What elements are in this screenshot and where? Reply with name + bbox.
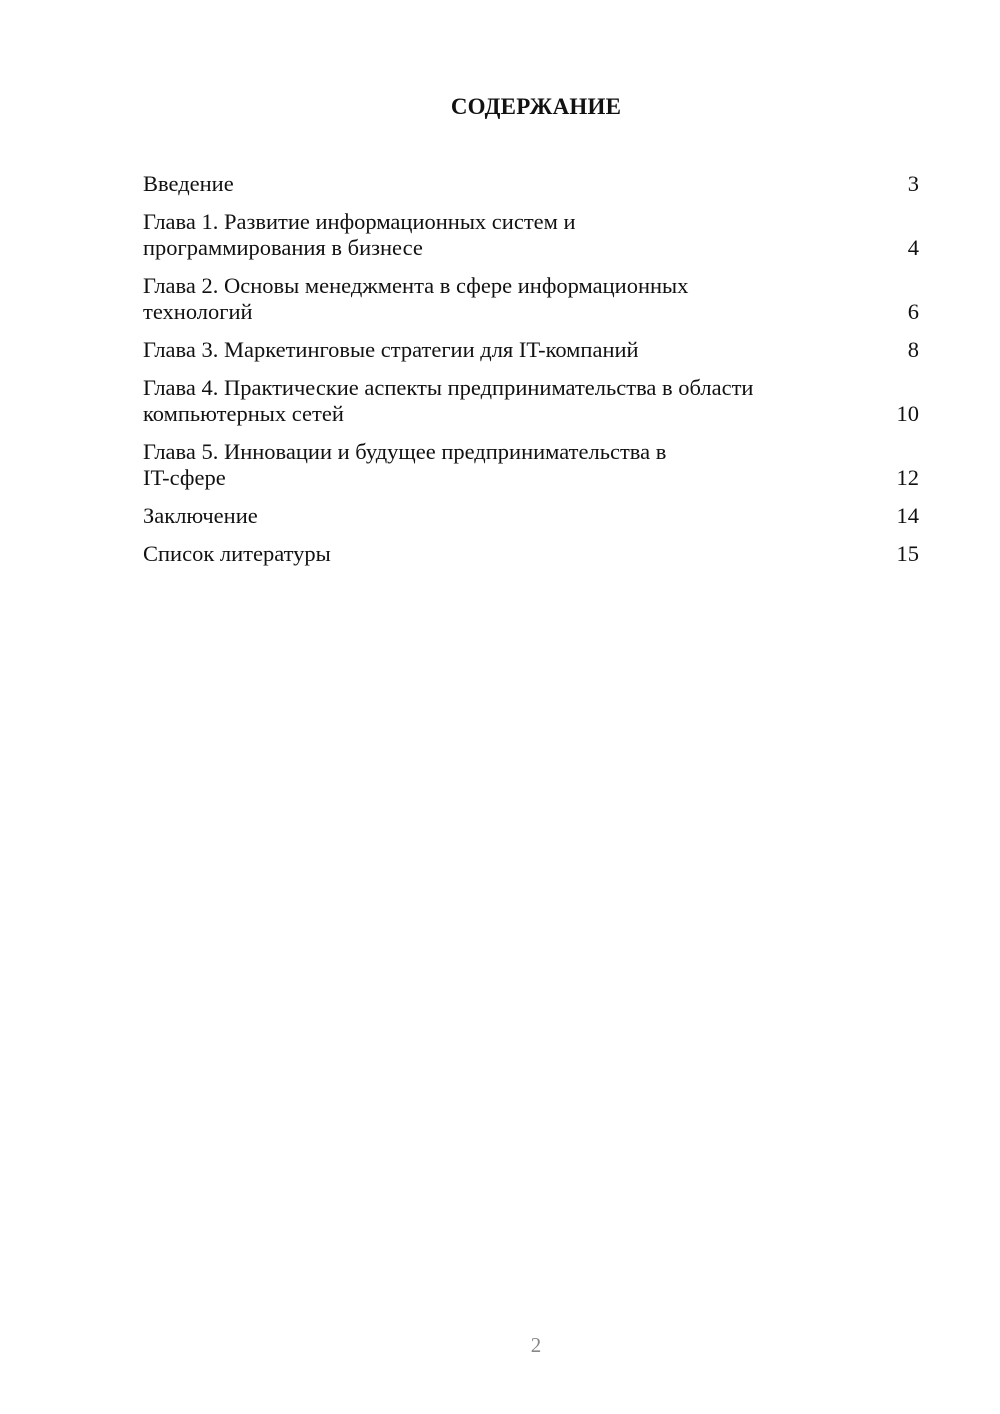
toc-entry-text (143, 375, 753, 427)
toc-entry-line: Введение (143, 171, 234, 196)
page-number: 2 (530, 1333, 542, 1357)
toc-page-number: 12 (896, 465, 919, 490)
toc-entry-text (143, 171, 234, 197)
toc-page-number: 3 (907, 171, 919, 196)
toc-entry-line: программирования в бизнесе (143, 235, 423, 260)
toc-entry-line: Глава 5. Инновации и будущее предпринимательства в (143, 439, 667, 464)
toc-entry-line: компьютерных сетей (143, 401, 344, 426)
toc-entry-line: Глава 3. Маркетинговые стратегии для IT-компаний (143, 337, 639, 362)
toc-entry-text (143, 273, 688, 325)
table-of-contents (143, 171, 919, 579)
toc-entry-chapter-3 (143, 337, 919, 363)
toc-entry-conclusion (143, 503, 919, 529)
toc-entry-chapter-2 (143, 273, 919, 325)
toc-entry-chapter-5 (143, 439, 919, 491)
toc-entry-text (143, 439, 666, 491)
toc-entry-line: IT-сфере (143, 465, 226, 490)
toc-entry-line: Список литературы (143, 541, 331, 566)
toc-entry-references (143, 541, 919, 567)
toc-entry-chapter-1 (143, 209, 919, 261)
toc-entry-text (143, 337, 639, 363)
toc-page-number: 8 (907, 337, 919, 362)
toc-entry-line: Глава 1. Развитие информационных систем и (143, 209, 576, 234)
toc-page-number: 4 (907, 235, 919, 260)
toc-page-number: 10 (896, 401, 919, 426)
toc-entry-line: Глава 2. Основы менеджмента в сфере информационных (143, 273, 689, 298)
toc-entry-text (143, 209, 576, 261)
toc-page-number: 6 (907, 299, 919, 324)
toc-entry-line: технологий (143, 299, 253, 324)
toc-entry-line: Заключение (143, 503, 258, 528)
toc-entry-line: Глава 4. Практические аспекты предпринимательства в области (143, 375, 754, 400)
toc-entry-text (143, 503, 258, 529)
toc-page-number: 14 (896, 503, 919, 528)
toc-entry-chapter-4 (143, 375, 919, 427)
toc-entry-text (143, 541, 331, 567)
toc-entry-introduction (143, 171, 919, 197)
page-title: СОДЕРЖАНИЕ (450, 94, 622, 119)
toc-page-number: 15 (896, 541, 919, 566)
